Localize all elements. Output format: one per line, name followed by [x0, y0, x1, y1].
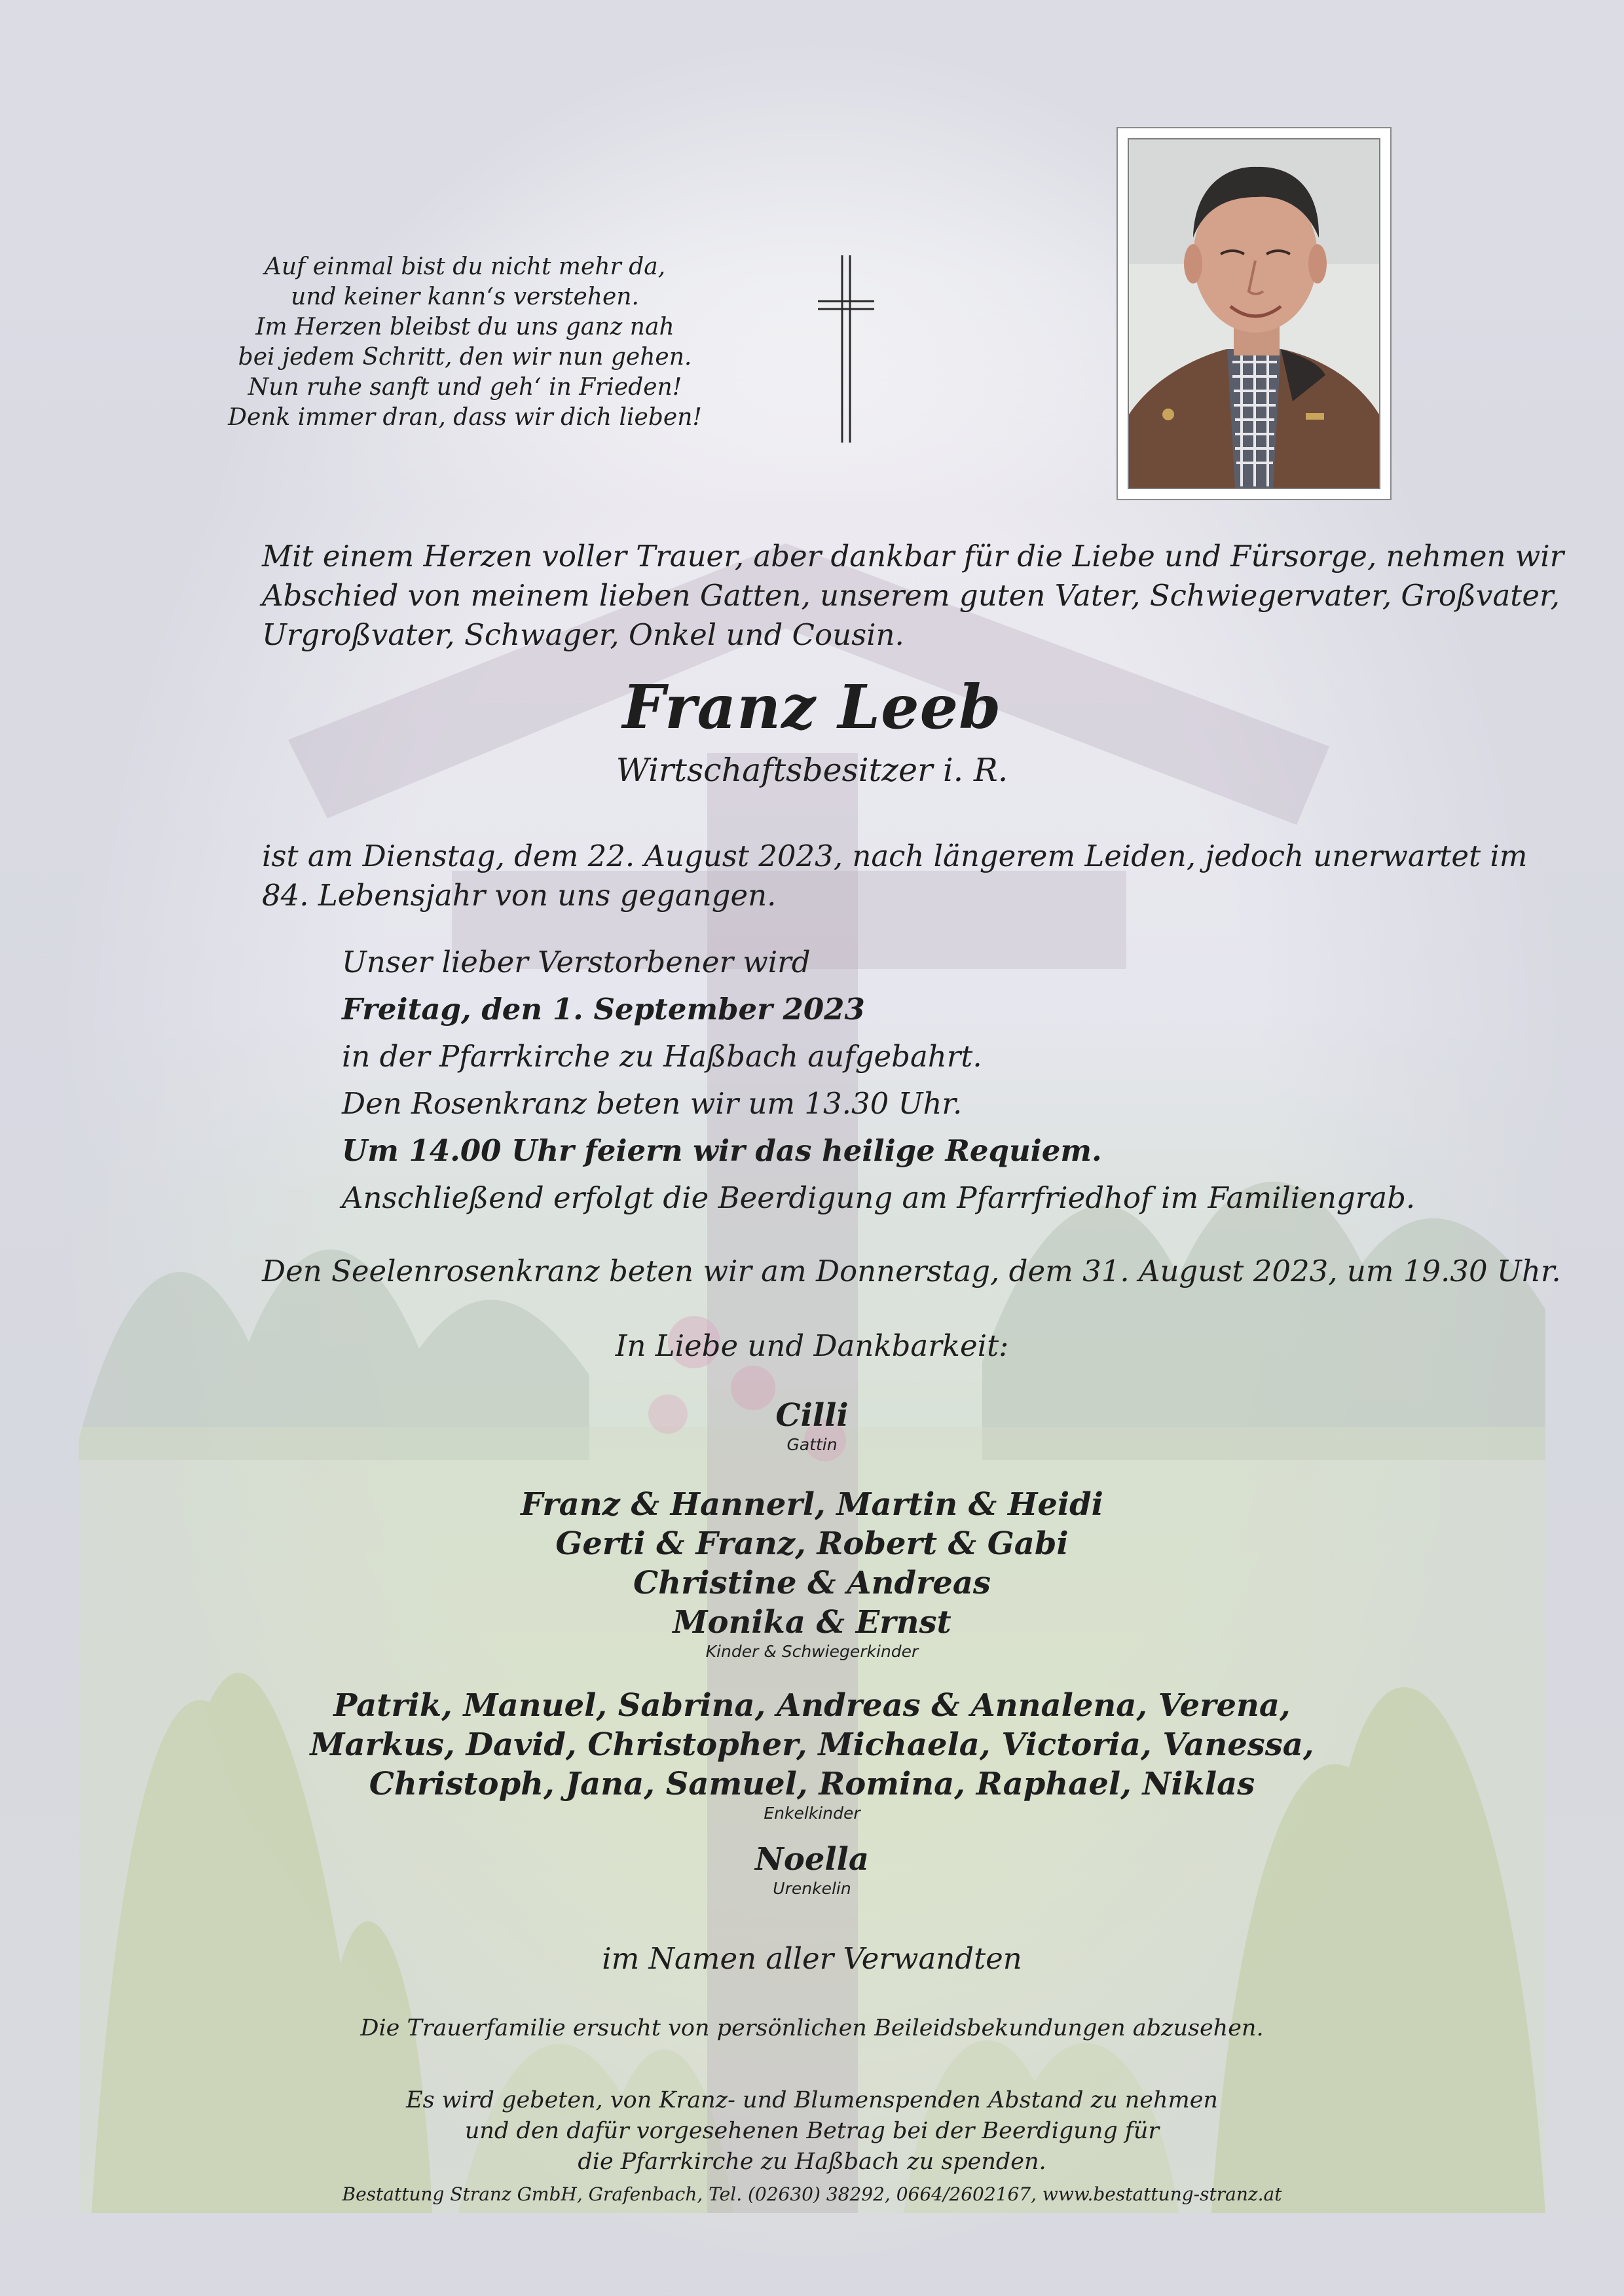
children-role: Kinder & Schwiegerkinder	[705, 1642, 919, 1661]
portrait-frame	[1116, 127, 1392, 500]
donation-note-line: Es wird gebeten, von Kranz- und Blumenspenden Abstand zu nehmen	[406, 2087, 1218, 2113]
intro-line: Urgroßvater, Schwager, Onkel und Cousin.	[262, 617, 904, 652]
deceased-occupation: Wirtschaftsbesitzer i. R.	[616, 752, 1008, 789]
portrait-photo	[1128, 138, 1380, 489]
spouse-role: Gattin	[786, 1435, 838, 1454]
children-line: Franz & Hannerl, Martin & Heidi	[521, 1486, 1103, 1523]
spouse-name: Cilli	[775, 1397, 849, 1434]
poem-line: und keiner kann‘s verstehen.	[291, 283, 639, 310]
funeral-line: Anschließend erfolgt die Beerdigung am Pfarrfriedhof im Familiengrab.	[342, 1180, 1416, 1215]
grandchildren-line: Markus, David, Christopher, Michaela, Victoria, Vanessa,	[310, 1726, 1314, 1763]
funeral-date: Freitag, den 1. September 2023	[342, 992, 865, 1027]
grandchildren-block	[0, 1686, 1624, 1823]
poem-line: Im Herzen bleibst du uns ganz nah	[255, 314, 674, 340]
memorial-poem	[196, 252, 733, 433]
intro-line: Abschied von meinem lieben Gatten, unserem guten Vater, Schwiegervater, Großvater,	[262, 578, 1560, 613]
funeral-home-footer: Bestattung Stranz GmbH, Grafenbach, Tel. (02630) 38292, 0664/2602167, www.bestattung-stranz.at	[342, 2183, 1282, 2205]
soul-rosary-notice: Den Seelenrosenkranz beten wir am Donnerstag, dem 31. August 2023, um 19.30 Uhr.	[262, 1254, 1561, 1288]
grandchildren-line: Christoph, Jana, Samuel, Romina, Raphael, Niklas	[369, 1766, 1255, 1802]
children-block	[0, 1485, 1624, 1662]
great-grandchild-block	[0, 1840, 1624, 1899]
death-notice-line: 84. Lebensjahr von uns gegangen.	[262, 878, 777, 913]
children-line: Gerti & Franz, Robert & Gabi	[555, 1525, 1069, 1562]
on-behalf-line: im Namen aller Verwandten	[602, 1941, 1022, 1976]
requiem-time: Um 14.00 Uhr feiern wir das heilige Requiem.	[342, 1133, 1102, 1168]
grandchildren-line: Patrik, Manuel, Sabrina, Andreas & Annalena, Verena,	[333, 1687, 1291, 1724]
children-line: Christine & Andreas	[633, 1565, 991, 1601]
death-notice	[262, 837, 1528, 915]
funeral-line: Den Rosenkranz beten wir um 13.30 Uhr.	[342, 1086, 963, 1121]
donation-note	[0, 2085, 1624, 2178]
grandchildren-role: Enkelkinder	[764, 1804, 860, 1823]
poem-line: Auf einmal bist du nicht mehr da,	[264, 253, 666, 280]
intro-line: Mit einem Herzen voller Trauer, aber dankbar für die Liebe und Fürsorge, nehmen wir	[262, 539, 1564, 574]
funeral-details	[342, 943, 1416, 1226]
intro-paragraph	[262, 537, 1564, 655]
great-grandchild-name: Noella	[755, 1841, 869, 1878]
spouse-block	[0, 1396, 1624, 1455]
funeral-line: Unser lieber Verstorbener wird	[342, 945, 811, 979]
poem-line: Nun ruhe sanft und geh‘ in Frieden!	[248, 374, 682, 401]
poem-line: Denk immer dran, dass wir dich lieben!	[228, 404, 702, 431]
thanks-heading: In Liebe und Dankbarkeit:	[615, 1328, 1009, 1363]
cross-icon	[817, 254, 876, 444]
donation-note-line: die Pfarrkirche zu Haßbach zu spenden.	[578, 2149, 1046, 2175]
donation-note-line: und den dafür vorgesehenen Betrag bei der Beerdigung für	[464, 2118, 1160, 2144]
condolence-note: Die Trauerfamilie ersucht von persönlichen Beileidsbekundungen abzusehen.	[360, 2015, 1264, 2041]
deceased-name: Franz Leeb	[622, 672, 1002, 742]
poem-line: bei jedem Schritt, den wir nun gehen.	[238, 344, 692, 371]
great-grandchild-role: Urenkelin	[773, 1879, 851, 1898]
portrait-image	[1129, 139, 1379, 488]
children-line: Monika & Ernst	[673, 1604, 951, 1641]
funeral-line: in der Pfarrkirche zu Haßbach aufgebahrt.	[342, 1039, 982, 1074]
death-notice-line: ist am Dienstag, dem 22. August 2023, nach längerem Leiden, jedoch unerwartet im	[262, 839, 1528, 873]
